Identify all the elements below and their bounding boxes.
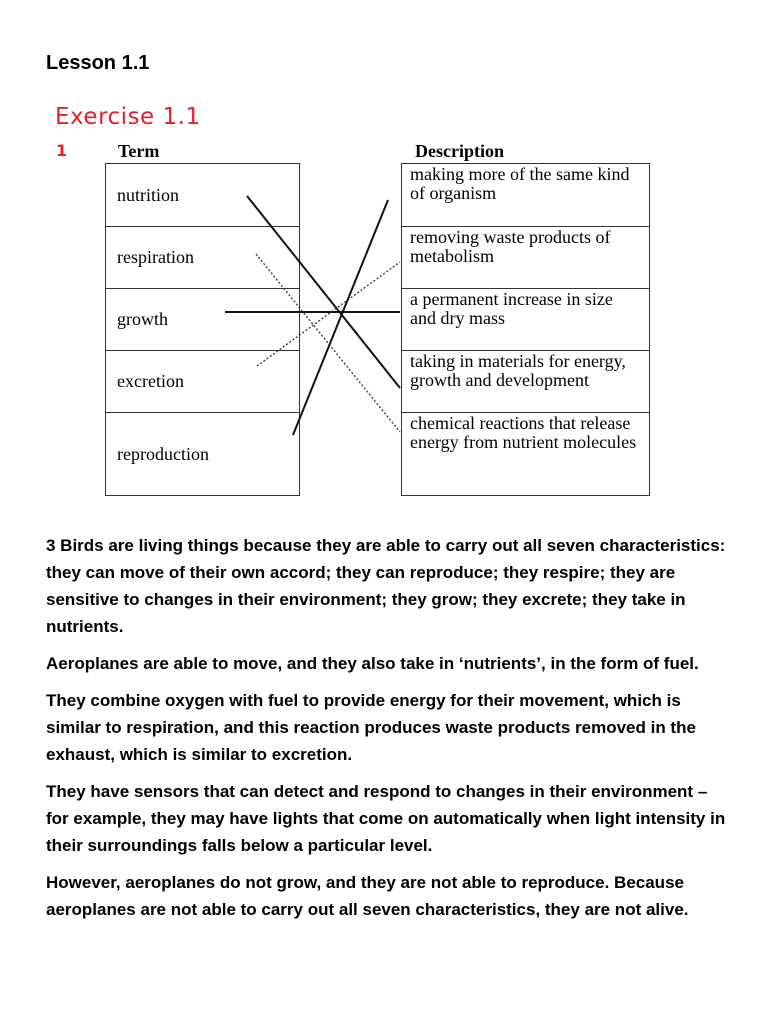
answer-paragraph-birds: 3 Birds are living things because they are able to carry out all seven characteristics: they can move of their own accord; they can reproduce; they respire; they are sensitive to changes in their environment; they grow; they excrete; they take in nutrients. (46, 536, 726, 636)
description-table (401, 163, 650, 496)
answer-text (46, 532, 726, 933)
description-cell: making more of the same kind of organism (402, 164, 649, 227)
description-column-header: Description (415, 141, 504, 161)
term-cell: excretion (106, 351, 299, 413)
answer-paragraph-respiration-excretion: They combine oxygen with fuel to provide energy for their movement, which is similar to respiration, and this reaction produces waste products removed in the exhaust, which is similar to excretion. (46, 691, 696, 764)
term-cell: nutrition (106, 164, 299, 227)
term-column-header: Term (118, 141, 160, 161)
exercise-heading: Exercise 1.1 (55, 104, 201, 130)
match-line-reproduction (293, 200, 388, 435)
exercise-figure (50, 104, 660, 499)
term-cell: growth (106, 289, 299, 351)
term-cell: reproduction (117, 443, 209, 464)
answer-paragraph-sensors: They have sensors that can detect and respond to changes in their environment – for example, they may have lights that come on automatically when light intensity in their surroundings falls below a particular level. (46, 782, 726, 855)
lesson-title: Lesson 1.1 (46, 52, 150, 74)
description-cell: chemical reactions that release energy from nutrient molecules (410, 413, 637, 452)
description-cell: taking in materials for energy, growth and development (402, 351, 649, 413)
question-number: 1 (56, 141, 68, 160)
term-table (105, 163, 300, 496)
description-cell: a permanent increase in size and dry mass (402, 289, 649, 351)
term-cell: respiration (106, 227, 299, 289)
description-cell: removing waste products of metabolism (402, 227, 649, 289)
answer-paragraph-move-fuel: Aeroplanes are able to move, and they also take in ‘nutrients’, in the form of fuel. (46, 654, 699, 673)
answer-paragraph-conclusion: However, aeroplanes do not grow, and they are not able to reproduce. Because aeroplanes are not able to carry out all seven characteristics, they are not alive. (46, 873, 689, 919)
